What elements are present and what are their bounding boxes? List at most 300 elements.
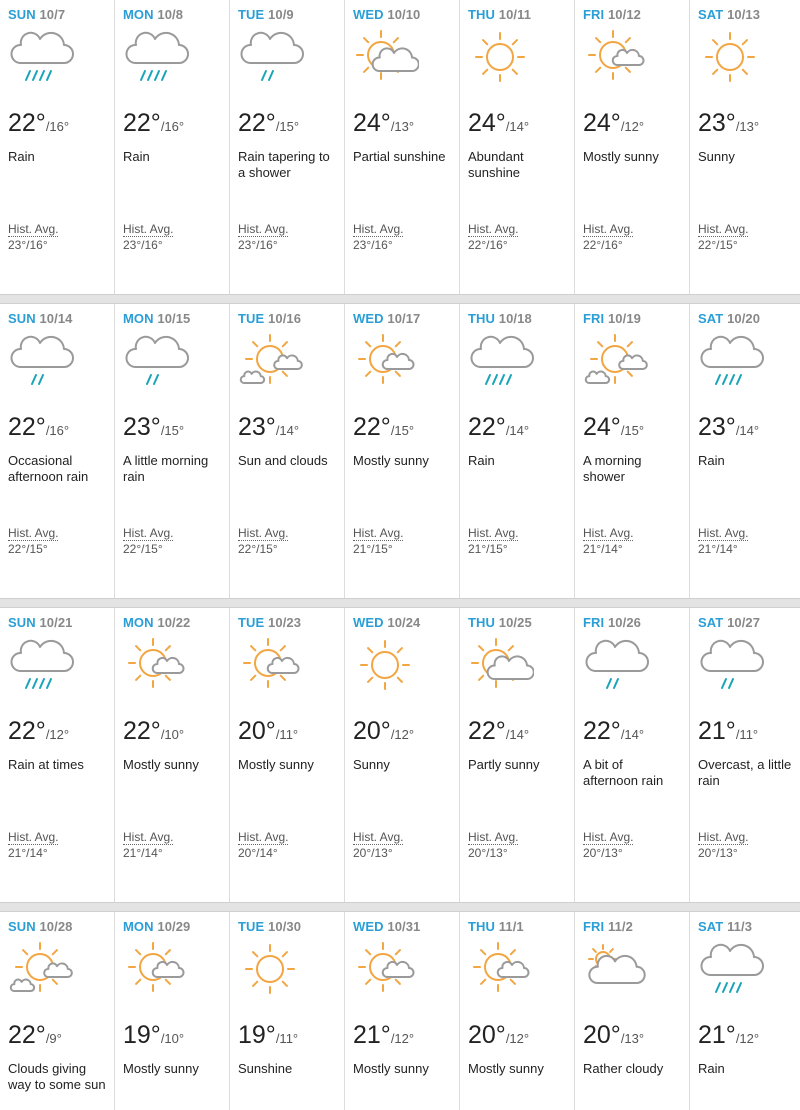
day-forecast-card[interactable]: [0, 0, 115, 294]
day-header: [123, 615, 221, 633]
low-temp: /14°: [505, 423, 530, 438]
low-temp: /14°: [275, 423, 300, 438]
day-date: 10/24: [387, 615, 421, 630]
low-temp: /11°: [275, 1031, 299, 1046]
mostly-sunny-icon: [468, 939, 534, 1017]
day-of-week: TUE: [238, 311, 265, 326]
hist-avg-label[interactable]: Hist. Avg.: [123, 222, 174, 236]
shower-cloud-icon: [238, 27, 304, 105]
day-of-week: THU: [468, 311, 496, 326]
high-temp: 19°: [238, 1021, 276, 1049]
hist-avg-value: 22°/16°: [583, 238, 623, 252]
rain-cloud-icon: [123, 27, 189, 105]
day-date: 10/20: [727, 311, 761, 326]
day-forecast-card[interactable]: [575, 0, 690, 294]
day-date: 10/16: [268, 311, 302, 326]
historical-average: [698, 525, 748, 557]
day-of-week: FRI: [583, 919, 605, 934]
hist-avg-value: 21°/15°: [468, 542, 508, 556]
day-date: 10/18: [498, 311, 532, 326]
day-header: [353, 7, 451, 25]
weather-phrase: Rain at times: [8, 757, 84, 772]
temperature: [698, 109, 792, 143]
day-forecast-card[interactable]: [115, 608, 230, 902]
historical-average: [8, 221, 58, 253]
temperature: [468, 717, 566, 751]
day-forecast-card[interactable]: [345, 608, 460, 902]
day-header: [8, 311, 106, 329]
high-temp: 22°: [353, 413, 391, 441]
low-temp: /15°: [275, 119, 300, 134]
high-temp: 23°: [698, 109, 736, 137]
weather-phrase: Rain: [698, 1061, 725, 1076]
low-temp: /16°: [160, 119, 185, 134]
temperature: [123, 717, 221, 751]
day-forecast-card[interactable]: [230, 304, 345, 598]
day-of-week: MON: [123, 919, 154, 934]
day-date: 10/8: [157, 7, 184, 22]
day-date: 10/26: [607, 615, 642, 630]
sun-icon: [353, 635, 419, 713]
day-date: 10/31: [387, 919, 421, 934]
weather-phrase: Rain: [698, 453, 725, 468]
mostly-sunny-icon: [583, 27, 649, 105]
day-of-week: SUN: [8, 311, 36, 326]
high-temp: 22°: [238, 109, 276, 137]
day-header: [8, 7, 106, 25]
day-header: [353, 919, 451, 937]
low-temp: /9°: [45, 1031, 62, 1046]
weather-phrase: Rain: [468, 453, 495, 468]
low-temp: /16°: [45, 119, 70, 134]
high-temp: 23°: [123, 413, 161, 441]
low-temp: /13°: [390, 119, 415, 134]
rain-cloud-icon: [468, 331, 534, 409]
day-header: [353, 615, 451, 633]
day-date: 10/27: [727, 615, 761, 630]
day-of-week: WED: [353, 311, 384, 326]
mostly-sunny-icon: [123, 635, 189, 713]
day-date: 10/21: [39, 615, 73, 630]
hist-avg-label[interactable]: Hist. Avg.: [8, 830, 59, 844]
weather-phrase: Mostly sunny: [238, 757, 314, 772]
historical-average: [468, 221, 518, 253]
day-forecast-card[interactable]: [115, 912, 230, 1110]
day-forecast-card[interactable]: [575, 304, 690, 598]
hist-avg-label[interactable]: Hist. Avg.: [123, 830, 174, 844]
day-of-week: THU: [468, 7, 496, 22]
low-temp: /15°: [620, 423, 645, 438]
low-temp: /12°: [45, 727, 70, 742]
day-forecast-card[interactable]: [345, 912, 460, 1110]
day-of-week: TUE: [238, 7, 265, 22]
low-temp: /12°: [735, 1031, 760, 1046]
day-of-week: WED: [353, 615, 384, 630]
day-date: 10/9: [268, 7, 294, 22]
day-date: 10/22: [157, 615, 191, 630]
rain-cloud-icon: [8, 27, 74, 105]
day-date: 10/14: [39, 311, 73, 326]
low-temp: /14°: [505, 727, 530, 742]
hist-avg-value: 21°/14°: [698, 542, 738, 556]
hist-avg-value: 22°/16°: [468, 238, 508, 252]
high-temp: 22°: [468, 717, 506, 745]
day-date: 10/13: [727, 7, 761, 22]
day-date: 10/10: [387, 7, 421, 22]
day-header: [468, 615, 566, 633]
day-forecast-card[interactable]: [115, 304, 230, 598]
day-forecast-card[interactable]: [345, 0, 460, 294]
sun-icon: [468, 27, 534, 105]
temperature: [8, 413, 106, 447]
partly-sunny-icon: [353, 27, 419, 105]
low-temp: /16°: [45, 423, 70, 438]
temperature: [353, 717, 451, 751]
day-forecast-card[interactable]: [345, 304, 460, 598]
day-forecast-card[interactable]: [0, 912, 115, 1110]
high-temp: 23°: [238, 413, 276, 441]
high-temp: 22°: [8, 717, 46, 745]
temperature: [8, 717, 106, 751]
historical-average: [123, 221, 173, 253]
sun-and-clouds-icon: [238, 331, 304, 409]
temperature: [583, 109, 681, 143]
day-header: [698, 615, 792, 633]
shower-cloud-icon: [698, 635, 764, 713]
high-temp: 21°: [698, 717, 736, 745]
week-row: [0, 608, 800, 902]
day-header: [583, 311, 681, 329]
day-of-week: SAT: [698, 919, 724, 934]
high-temp: 22°: [583, 717, 621, 745]
historical-average: [698, 221, 748, 253]
hist-avg-label[interactable]: Hist. Avg.: [238, 526, 289, 540]
low-temp: /12°: [390, 1031, 415, 1046]
day-header: [698, 7, 792, 25]
weather-phrase: A bit of afternoon rain: [583, 757, 664, 788]
rain-cloud-icon: [698, 939, 764, 1017]
day-of-week: SAT: [698, 615, 724, 630]
temperature: [583, 413, 681, 447]
high-temp: 24°: [583, 413, 621, 441]
high-temp: 24°: [468, 109, 506, 137]
partly-sunny-icon: [468, 635, 534, 713]
hist-avg-value: 21°/14°: [583, 542, 623, 556]
high-temp: 22°: [8, 413, 46, 441]
day-header: [698, 311, 792, 329]
hist-avg-label[interactable]: Hist. Avg.: [583, 222, 634, 236]
temperature: [583, 717, 681, 751]
historical-average: [353, 525, 403, 557]
temperature: [698, 717, 792, 751]
high-temp: 22°: [8, 1021, 46, 1049]
temperature: [698, 413, 792, 447]
temperature: [238, 413, 336, 447]
day-header: [468, 311, 566, 329]
day-date: 10/17: [387, 311, 421, 326]
cloudy-icon: [583, 939, 649, 1017]
week-divider: [0, 294, 800, 304]
hist-avg-label[interactable]: Hist. Avg.: [353, 830, 404, 844]
day-forecast-card[interactable]: [460, 912, 575, 1110]
temperature: [353, 109, 451, 143]
historical-average: [123, 525, 173, 557]
day-of-week: SUN: [8, 919, 36, 934]
day-of-week: FRI: [583, 7, 605, 22]
hist-avg-value: 23°/16°: [353, 238, 393, 252]
hist-avg-value: 21°/15°: [353, 542, 393, 556]
hist-avg-value: 22°/15°: [123, 542, 163, 556]
day-forecast-card[interactable]: [690, 608, 800, 902]
temperature: [353, 1021, 451, 1055]
day-of-week: MON: [123, 311, 154, 326]
low-temp: /13°: [735, 119, 760, 134]
hist-avg-value: 23°/16°: [123, 238, 163, 252]
day-of-week: SUN: [8, 615, 36, 630]
day-date: 11/2: [607, 919, 633, 934]
day-date: 10/23: [268, 615, 302, 630]
low-temp: /12°: [620, 119, 645, 134]
day-of-week: MON: [123, 615, 154, 630]
hist-avg-value: 22°/15°: [238, 542, 278, 556]
hist-avg-value: 20°/13°: [698, 846, 738, 860]
high-temp: 23°: [698, 413, 736, 441]
low-temp: /14°: [620, 727, 645, 742]
weather-phrase: Rather cloudy: [583, 1061, 664, 1076]
weather-phrase: Sunshine: [238, 1061, 293, 1076]
weather-phrase: Sunny: [698, 149, 735, 164]
temperature: [238, 1021, 336, 1055]
sun-icon: [238, 939, 304, 1017]
day-header: [468, 7, 566, 25]
low-temp: /10°: [160, 727, 185, 742]
historical-average: [583, 221, 633, 253]
historical-average: [468, 525, 518, 557]
historical-average: [353, 829, 403, 861]
historical-average: [583, 829, 633, 861]
weather-phrase: Partly sunny: [468, 757, 540, 772]
day-header: [8, 919, 106, 937]
hist-avg-value: 21°/14°: [8, 846, 48, 860]
mostly-sunny-icon: [123, 939, 189, 1017]
day-date: 10/12: [607, 7, 642, 22]
hist-avg-value: 20°/13°: [468, 846, 508, 860]
high-temp: 24°: [583, 109, 621, 137]
weather-phrase: Partial sunshine: [353, 149, 446, 164]
hist-avg-label[interactable]: Hist. Avg.: [238, 830, 289, 844]
day-date: 10/11: [498, 7, 532, 22]
low-temp: /13°: [620, 1031, 645, 1046]
day-of-week: TUE: [238, 919, 265, 934]
day-forecast-card[interactable]: [690, 912, 800, 1110]
historical-average: [698, 829, 748, 861]
weather-phrase: A little morning rain: [123, 453, 209, 484]
historical-average: [468, 829, 518, 861]
day-forecast-card[interactable]: [575, 608, 690, 902]
temperature: [353, 413, 451, 447]
low-temp: /12°: [390, 727, 415, 742]
hist-avg-label[interactable]: Hist. Avg.: [583, 830, 634, 844]
day-date: 10/19: [607, 311, 642, 326]
week-divider: [0, 598, 800, 608]
weather-phrase: Mostly sunny: [123, 1061, 199, 1076]
low-temp: /14°: [505, 119, 530, 134]
hist-avg-value: 22°/15°: [698, 238, 738, 252]
hist-avg-label[interactable]: Hist. Avg.: [698, 222, 749, 236]
day-forecast-card[interactable]: [690, 0, 800, 294]
temperature: [123, 109, 221, 143]
day-date: 10/29: [157, 919, 191, 934]
high-temp: 22°: [8, 109, 46, 137]
weather-phrase: Mostly sunny: [123, 757, 199, 772]
temperature: [698, 1021, 792, 1055]
day-of-week: WED: [353, 7, 384, 22]
hist-avg-label[interactable]: Hist. Avg.: [353, 222, 404, 236]
weather-phrase: Abundant sunshine: [468, 149, 524, 180]
hist-avg-value: 20°/13°: [353, 846, 393, 860]
sun-and-clouds-icon: [583, 331, 649, 409]
low-temp: /11°: [275, 727, 299, 742]
historical-average: [238, 221, 288, 253]
high-temp: 22°: [123, 717, 161, 745]
rain-cloud-icon: [698, 331, 764, 409]
day-forecast-card[interactable]: [575, 912, 690, 1110]
hist-avg-value: 23°/16°: [238, 238, 278, 252]
day-header: [583, 615, 681, 633]
day-date: 11/1: [498, 919, 524, 934]
hist-avg-label[interactable]: Hist. Avg.: [583, 526, 634, 540]
day-header: [123, 919, 221, 937]
week-divider: [0, 902, 800, 912]
day-forecast-card[interactable]: [230, 608, 345, 902]
day-header: [698, 919, 792, 937]
hist-avg-value: 20°/13°: [583, 846, 623, 860]
weather-phrase: Rain: [8, 149, 35, 164]
hist-avg-label[interactable]: Hist. Avg.: [123, 526, 174, 540]
day-of-week: SAT: [698, 311, 724, 326]
day-forecast-card[interactable]: [460, 608, 575, 902]
historical-average: [238, 829, 288, 861]
temperature: [8, 109, 106, 143]
temperature: [8, 1021, 106, 1055]
high-temp: 20°: [468, 1021, 506, 1049]
day-header: [238, 615, 336, 633]
low-temp: /12°: [505, 1031, 530, 1046]
day-header: [238, 311, 336, 329]
temperature: [583, 1021, 681, 1055]
hist-avg-label[interactable]: Hist. Avg.: [468, 222, 519, 236]
historical-average: [8, 829, 58, 861]
mostly-sunny-icon: [238, 635, 304, 713]
day-date: 10/15: [157, 311, 191, 326]
day-forecast-card[interactable]: [115, 0, 230, 294]
temperature: [238, 109, 336, 143]
shower-cloud-icon: [8, 331, 74, 409]
shower-cloud-icon: [583, 635, 649, 713]
historical-average: [583, 525, 633, 557]
day-forecast-card[interactable]: [230, 0, 345, 294]
high-temp: 22°: [123, 109, 161, 137]
day-date: 10/28: [39, 919, 73, 934]
day-forecast-card[interactable]: [0, 608, 115, 902]
week-row: [0, 912, 800, 1110]
high-temp: 21°: [353, 1021, 391, 1049]
day-date: 10/25: [498, 615, 532, 630]
rain-cloud-icon: [8, 635, 74, 713]
day-of-week: MON: [123, 7, 154, 22]
weather-phrase: Sunny: [353, 757, 390, 772]
day-forecast-card[interactable]: [0, 304, 115, 598]
day-forecast-card[interactable]: [690, 304, 800, 598]
hist-avg-value: 21°/14°: [123, 846, 163, 860]
day-header: [468, 919, 566, 937]
day-header: [123, 311, 221, 329]
day-forecast-card[interactable]: [460, 304, 575, 598]
temperature: [123, 1021, 221, 1055]
hist-avg-value: 20°/14°: [238, 846, 278, 860]
hist-avg-value: 22°/15°: [8, 542, 48, 556]
hist-avg-label[interactable]: Hist. Avg.: [698, 526, 749, 540]
hist-avg-label[interactable]: Hist. Avg.: [698, 830, 749, 844]
day-date: 11/3: [727, 919, 753, 934]
historical-average: [353, 221, 403, 253]
historical-average: [238, 525, 288, 557]
high-temp: 20°: [583, 1021, 621, 1049]
sun-icon: [698, 27, 764, 105]
hist-avg-label[interactable]: Hist. Avg.: [468, 526, 519, 540]
hist-avg-value: 23°/16°: [8, 238, 48, 252]
high-temp: 21°: [698, 1021, 736, 1049]
weather-phrase: A morning shower: [583, 453, 642, 484]
hist-avg-label[interactable]: Hist. Avg.: [353, 526, 404, 540]
day-forecast-card[interactable]: [460, 0, 575, 294]
temperature: [468, 109, 566, 143]
weather-phrase: Occasional afternoon rain: [8, 453, 89, 484]
shower-cloud-icon: [123, 331, 189, 409]
weather-phrase: Rain tapering to a shower: [238, 149, 330, 180]
temperature: [238, 717, 336, 751]
low-temp: /11°: [735, 727, 759, 742]
hist-avg-label[interactable]: Hist. Avg.: [8, 222, 59, 236]
day-of-week: TUE: [238, 615, 265, 630]
weather-phrase: Rain: [123, 149, 150, 164]
historical-average: [123, 829, 173, 861]
day-of-week: SAT: [698, 7, 724, 22]
day-header: [123, 7, 221, 25]
day-of-week: WED: [353, 919, 384, 934]
day-header: [353, 311, 451, 329]
weather-phrase: Mostly sunny: [468, 1061, 544, 1076]
day-header: [8, 615, 106, 633]
weather-phrase: Overcast, a little rain: [698, 757, 792, 788]
day-of-week: FRI: [583, 615, 605, 630]
hist-avg-label[interactable]: Hist. Avg.: [8, 526, 59, 540]
day-date: 10/7: [39, 7, 66, 22]
hist-avg-label[interactable]: Hist. Avg.: [238, 222, 289, 236]
day-of-week: SUN: [8, 7, 36, 22]
weather-phrase: Mostly sunny: [583, 149, 659, 164]
mostly-sunny-icon: [353, 939, 419, 1017]
day-header: [238, 919, 336, 937]
week-row: [0, 304, 800, 598]
high-temp: 19°: [123, 1021, 161, 1049]
day-of-week: FRI: [583, 311, 605, 326]
hist-avg-label[interactable]: Hist. Avg.: [468, 830, 519, 844]
high-temp: 20°: [238, 717, 276, 745]
day-forecast-card[interactable]: [230, 912, 345, 1110]
high-temp: 20°: [353, 717, 391, 745]
day-date: 10/30: [268, 919, 302, 934]
